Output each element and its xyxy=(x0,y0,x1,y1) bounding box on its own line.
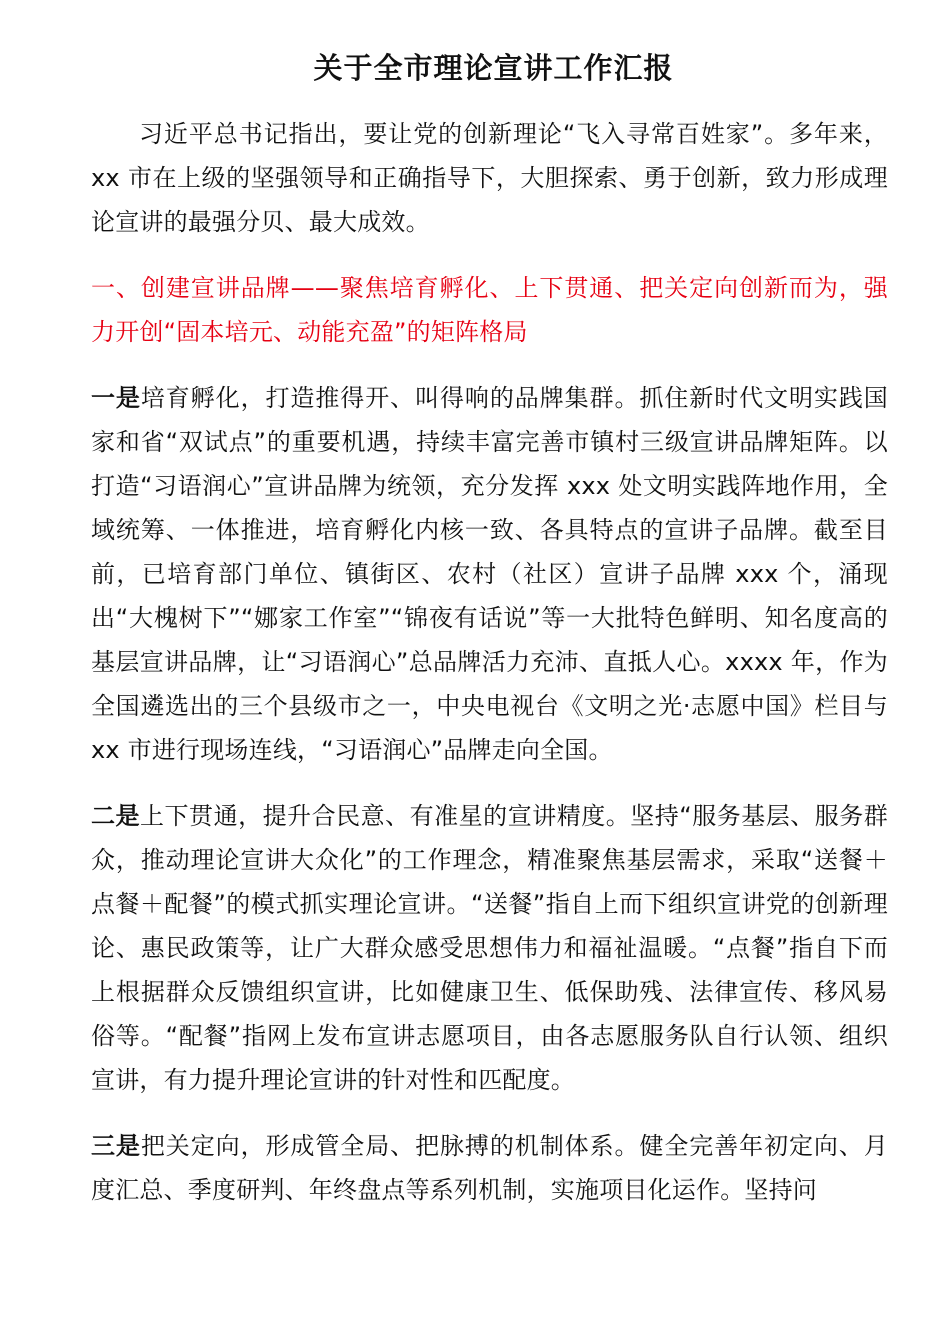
body-paragraph-2 xyxy=(91,794,888,1102)
body-paragraph-3 xyxy=(91,1124,888,1212)
paragraph-body: 培育孵化，打造推得开、叫得响的品牌集群。抓住新时代文明实践国家和省“双试点”的重要机遇，持续丰富完善市镇村三级宣讲品牌矩阵。以打造“习语润心”宣讲品牌为统领，充分发挥 xxx 处文明实践阵地作用，全域统筹、一体推进，培育孵化内核一致、各具特点的宣讲子品牌。截至目前，已培育部门单位、镇街区、农村（社区）宣讲子品牌 xxx 个，涌现出“大槐树下”“娜家工作室”“锦夜有话说”等一大批特色鲜明、知名度高的基层宣讲品牌，让“习语润心”总品牌活力充沛、直抵人心。xxxx 年，作为全国遴选出的三个县级市之一，中央电视台《文明之光·志愿中国》栏目与 xx 市进行现场连线，“习语润心”品牌走向全国。 xyxy=(91,384,888,764)
document-title: 关于全市理论宣讲工作汇报 xyxy=(313,51,674,85)
body-paragraph-1 xyxy=(91,376,888,772)
paragraph-lead: 一是 xyxy=(91,384,141,412)
paragraph-body: 把关定向，形成管全局、把脉搏的机制体系。健全完善年初定向、月度汇总、季度研判、年终盘点等系列机制，实施项目化运作。坚持问 xyxy=(91,1132,888,1204)
paragraph-lead: 二是 xyxy=(91,802,141,830)
intro-paragraph: 习近平总书记指出，要让党的创新理论“飞入寻常百姓家”。多年来，xx 市在上级的坚强领导和正确指导下，大胆探索、勇于创新，致力形成理论宣讲的最强分贝、最大成效。 xyxy=(91,120,888,236)
paragraph-body: 上下贯通，提升合民意、有准星的宣讲精度。坚持“服务基层、服务群众，推动理论宣讲大众化”的工作理念，精准聚焦基层需求，采取“送餐＋点餐＋配餐”的模式抓实理论宣讲。“送餐”指自上而下组织宣讲党的创新理论、惠民政策等，让广大群众感受思想伟力和福祉温暖。“点餐”指自下而上根据群众反馈组织宣讲，比如健康卫生、低保助残、法律宣传、移风易俗等。“配餐”指网上发布宣讲志愿项目，由各志愿服务队自行认领、组织宣讲，有力提升理论宣讲的针对性和匹配度。 xyxy=(91,802,888,1094)
paragraph-lead: 三是 xyxy=(91,1132,141,1160)
section-heading: 一、创建宣讲品牌——聚焦培育孵化、上下贯通、把关定向创新而为，强力开创“固本培元、动能充盈”的矩阵格局 xyxy=(91,274,888,346)
